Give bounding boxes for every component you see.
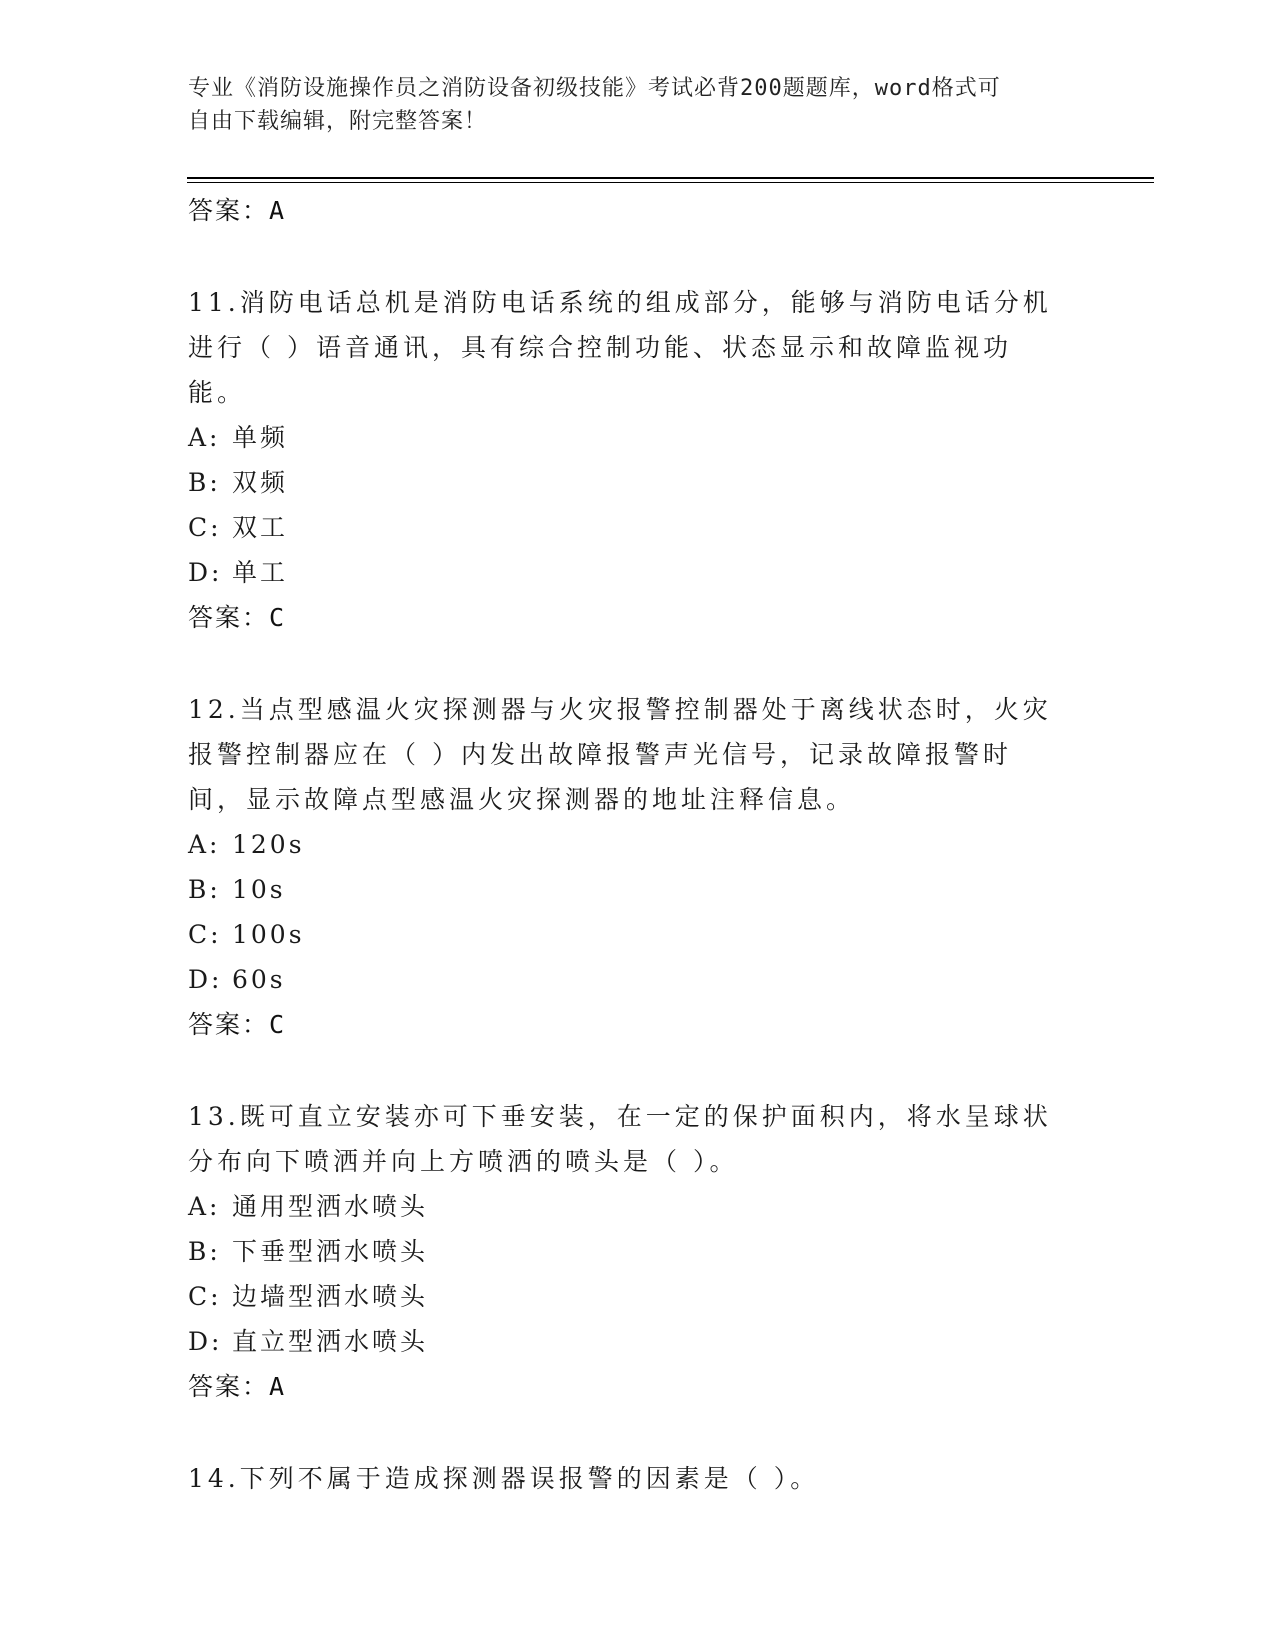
option-b — [188, 867, 1088, 912]
question-answer — [188, 1364, 1088, 1410]
option-a — [188, 1184, 1088, 1229]
option-label: D: — [188, 1327, 223, 1356]
option-text: 直立型洒水喷头 — [232, 1327, 429, 1356]
question-stem: 11.消防电话总机是消防电话系统的组成部分，能够与消防电话分机进行（ ）语音通讯，具有综合控制功能、状态显示和故障监视功能。 — [188, 288, 1052, 407]
question-stem: 14.下列不属于造成探测器误报警的因素是（ ）。 — [188, 1464, 820, 1493]
answer-value: C — [269, 603, 287, 632]
option-label: B: — [188, 1237, 221, 1266]
option-a — [188, 415, 1088, 460]
option-label: C: — [188, 920, 222, 949]
previous-answer — [188, 188, 1088, 234]
question-list — [188, 188, 1088, 1501]
question-answer — [188, 1002, 1088, 1048]
option-label: C: — [188, 1282, 222, 1311]
option-c — [188, 1274, 1088, 1319]
answer-prefix: 答案： — [188, 1372, 270, 1401]
header-rule-thick — [187, 177, 1154, 179]
option-text: 120s — [232, 830, 305, 859]
option-a — [188, 822, 1088, 867]
question-block — [188, 280, 1088, 641]
option-text: 下垂型洒水喷头 — [232, 1237, 429, 1266]
option-label: B: — [188, 875, 221, 904]
option-text: 10s — [232, 875, 286, 904]
option-c — [188, 505, 1088, 550]
answer-prefix: 答案： — [188, 196, 270, 225]
header-line-1: 专业《消防设施操作员之消防设备初级技能》考试必背200题题库，word格式可 — [188, 76, 1001, 101]
question-answer — [188, 595, 1088, 641]
option-label: A: — [188, 830, 221, 859]
answer-value: A — [269, 1372, 287, 1401]
header-line-2: 自由下载编辑，附完整答案！ — [188, 109, 488, 134]
option-text: 通用型洒水喷头 — [232, 1192, 429, 1221]
option-text: 100s — [232, 920, 305, 949]
option-d — [188, 957, 1088, 1002]
option-text: 边墙型洒水喷头 — [232, 1282, 429, 1311]
option-label: A: — [188, 423, 221, 452]
header-rule-thin — [187, 182, 1154, 183]
question-stem: 12.当点型感温火灾探测器与火灾报警控制器处于离线状态时，火灾报警控制器应在（ ）内发出故障报警声光信号，记录故障报警时间，显示故障点型感温火灾探测器的地址注释信息。 — [188, 695, 1052, 814]
page-header — [188, 72, 1068, 138]
option-text: 单工 — [232, 558, 289, 587]
question-block — [188, 1094, 1088, 1410]
question-block — [188, 1456, 1088, 1501]
option-b — [188, 460, 1088, 505]
option-label: B: — [188, 468, 221, 497]
answer-value: C — [269, 1010, 287, 1039]
option-d — [188, 1319, 1088, 1364]
option-b — [188, 1229, 1088, 1274]
option-label: C: — [188, 513, 222, 542]
option-label: D: — [188, 558, 223, 587]
option-d — [188, 550, 1088, 595]
answer-prefix: 答案： — [188, 603, 270, 632]
question-stem: 13.既可直立安装亦可下垂安装，在一定的保护面积内，将水呈球状分布向下喷洒并向上方喷洒的喷头是（ ）。 — [188, 1102, 1052, 1176]
option-text: 双频 — [232, 468, 289, 497]
answer-value: A — [269, 196, 287, 225]
option-text: 60s — [232, 965, 286, 994]
option-text: 双工 — [232, 513, 289, 542]
option-text: 单频 — [232, 423, 289, 452]
question-block — [188, 687, 1088, 1048]
option-label: D: — [188, 965, 223, 994]
option-c — [188, 912, 1088, 957]
option-label: A: — [188, 1192, 221, 1221]
answer-prefix: 答案： — [188, 1010, 270, 1039]
